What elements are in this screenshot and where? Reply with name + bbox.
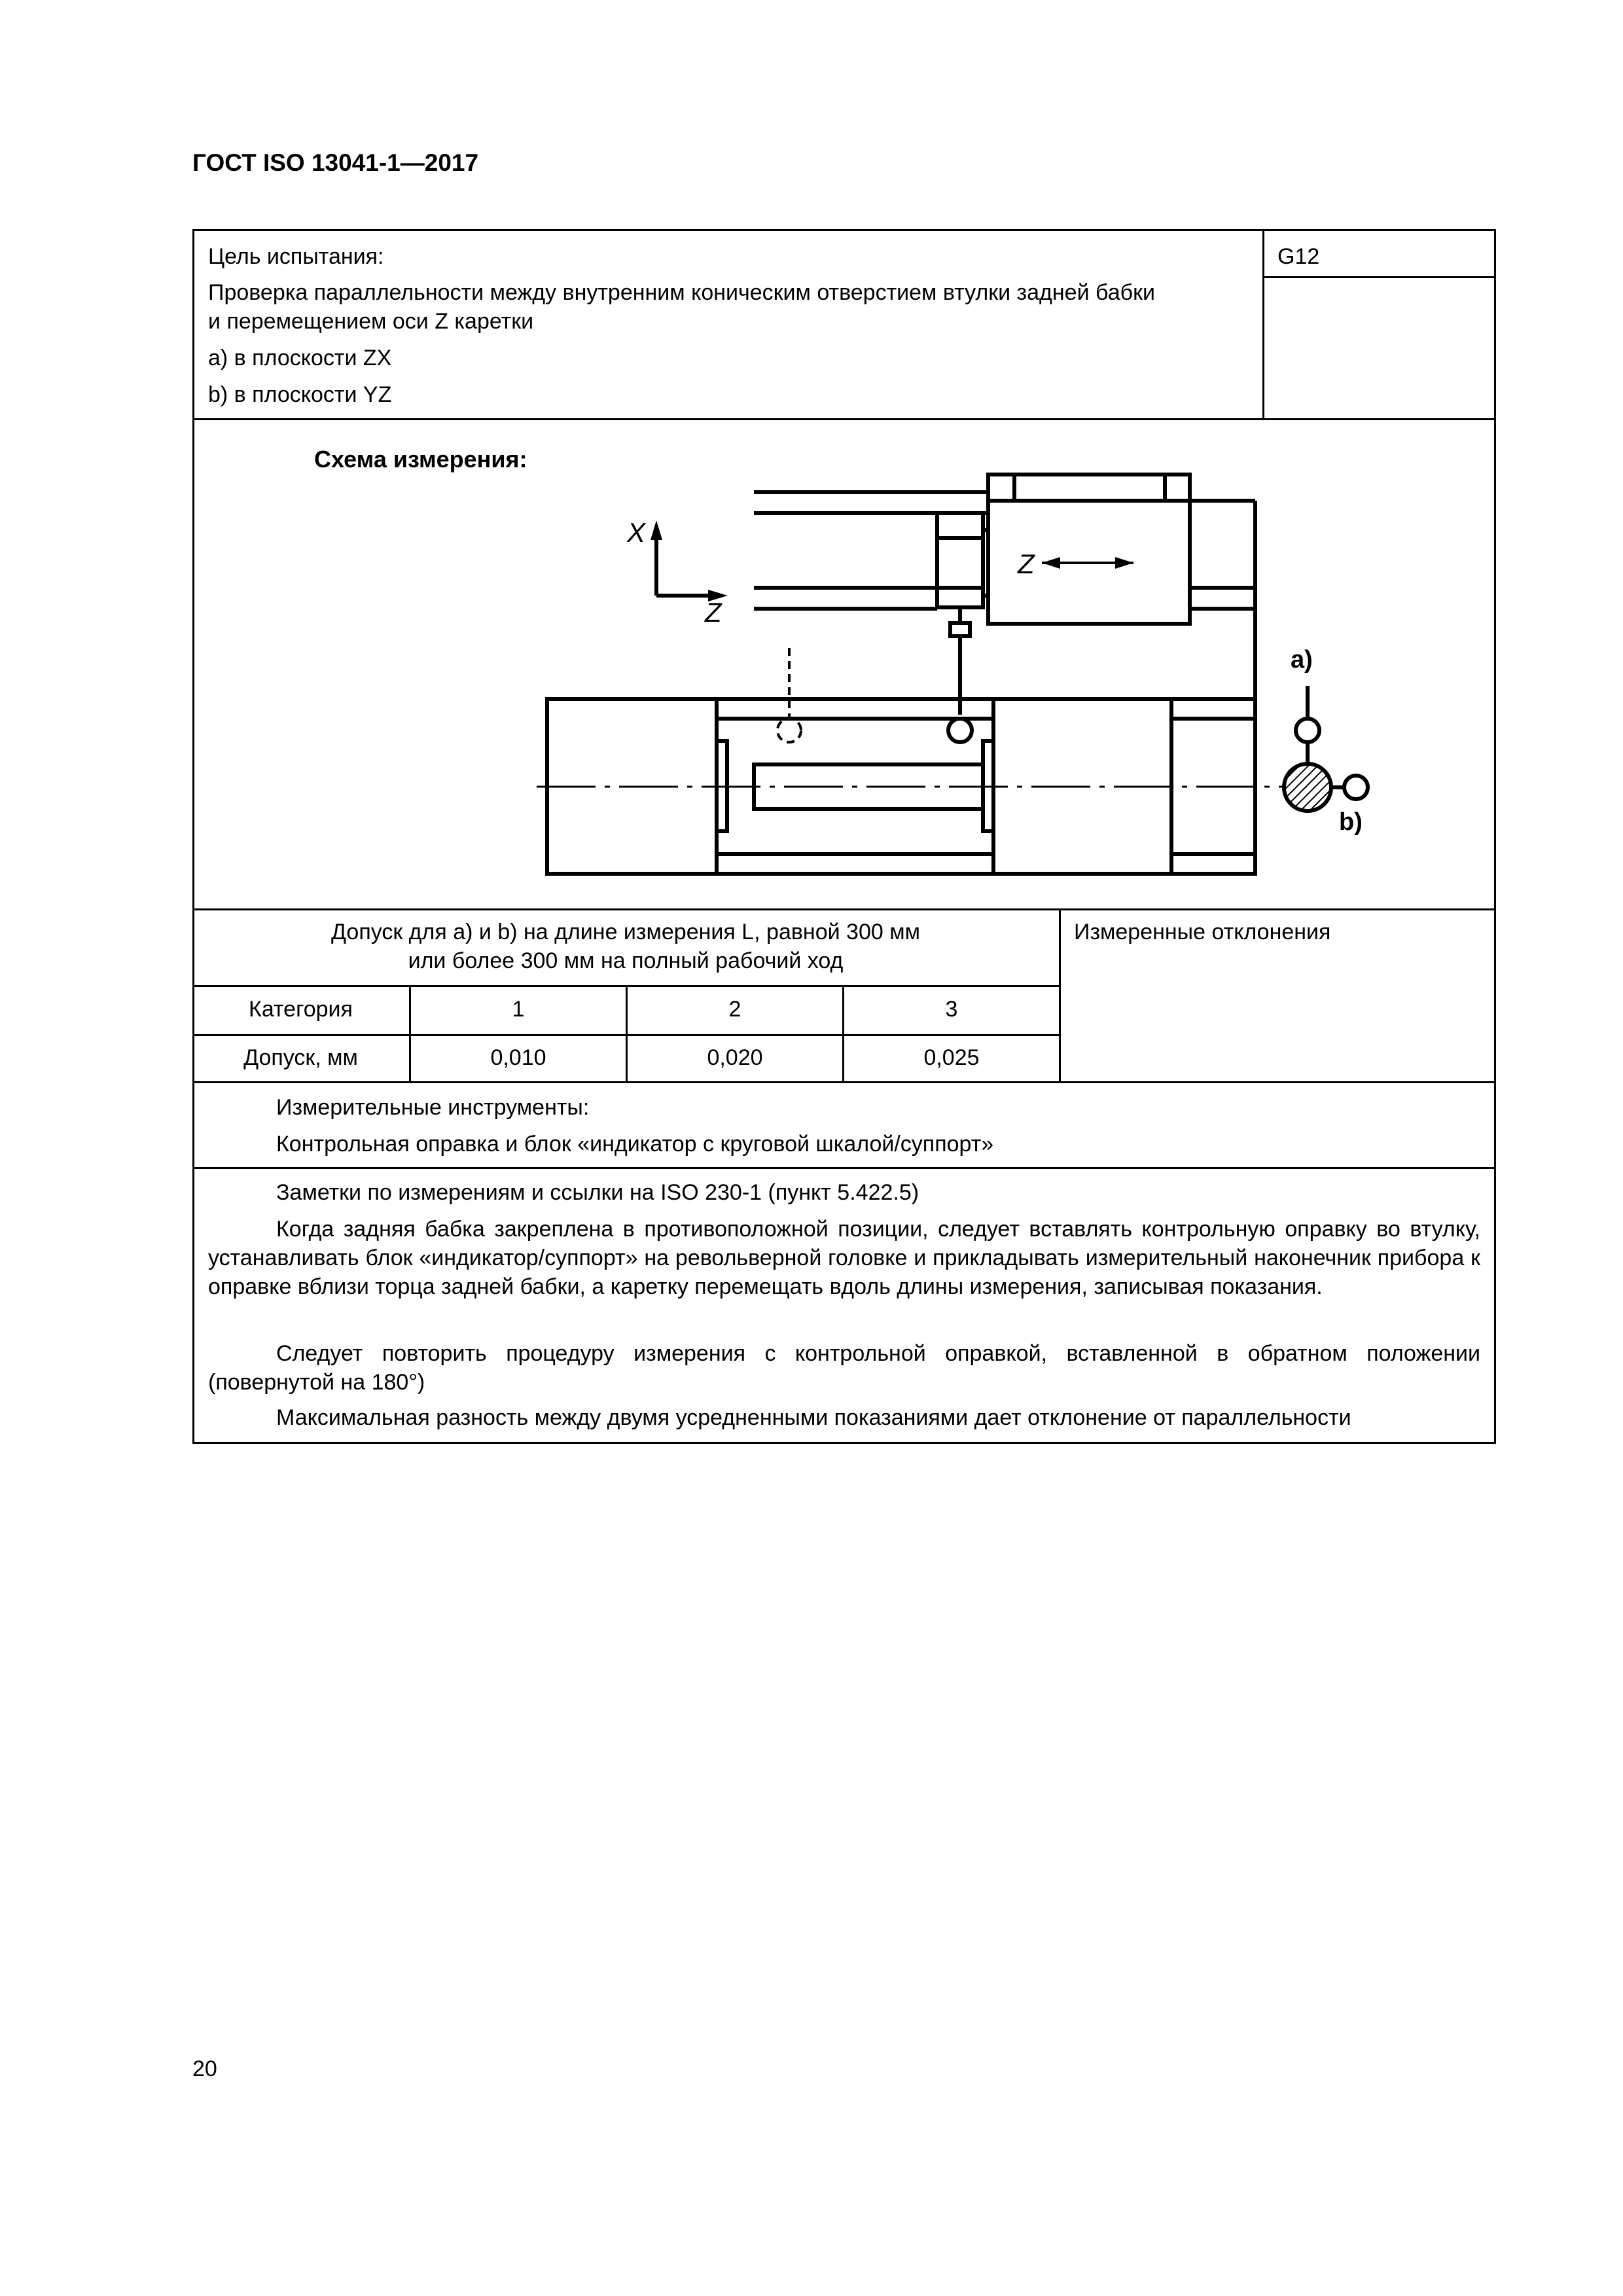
tolerance-title-line1: Допуск для a) и b) на длине измерения L, равной 300 мм xyxy=(331,920,920,944)
tolerance-header-3: 3 xyxy=(945,997,958,1022)
coordinate-axes xyxy=(656,530,717,596)
objective-label: Цель испытания: xyxy=(208,244,384,269)
section-divider-4 xyxy=(192,1167,1496,1169)
tolerance-title-line2: или более 300 мм на полный рабочий ход xyxy=(408,948,844,973)
guide-rails xyxy=(754,492,1255,609)
tolerance-header-1: 1 xyxy=(512,997,525,1022)
axis-x-label: X xyxy=(627,517,646,548)
section-divider-2 xyxy=(192,908,1496,910)
page-number: 20 xyxy=(192,2056,217,2081)
axis-z-label: Z xyxy=(705,597,722,628)
dial-indicator-primary xyxy=(948,719,972,742)
objective-item-a: a) в плоскости ZX xyxy=(208,346,392,370)
tolerance-cell-0: Допуск, мм xyxy=(243,1045,358,1070)
section-divider-3 xyxy=(192,1081,1496,1083)
instruments-value: Контрольная оправка и блок «индикатор с круговой шкалой/суппорт» xyxy=(276,1132,994,1157)
objective-line1: Проверка параллельности между внутренним коническим отверстием втулки задней бабки xyxy=(208,280,1155,305)
notes-paragraph-3: Максимальная разность между двумя усредненными показаниями дает отклонение от параллельности xyxy=(276,1405,1351,1430)
notes-paragraph-1: Когда задняя бабка закреплена в противоположной позиции, следует вставлять контрольную оправку во втулку, устанавливать блок «индикатор/суппорт» на револьверной головке и прикладывать измерительный наконечник прибора к оправке вблизи торца задней бабки, а каретку перемещать вдоль длины измерения, записывая показания. xyxy=(208,1217,1480,1299)
instruments-label: Измерительные инструменты: xyxy=(276,1095,590,1120)
tolerance-cell-1: 0,010 xyxy=(490,1045,546,1070)
objective-line2: и перемещением оси Z каретки xyxy=(208,309,534,334)
tolerance-header-2: 2 xyxy=(728,997,741,1022)
label-a: a) xyxy=(1291,646,1313,673)
carriage-axis-label: Z xyxy=(1018,548,1035,579)
tolerance-divider xyxy=(1059,908,1061,1083)
document-header: ГОСТ ISO 13041-1—2017 xyxy=(192,149,479,176)
objective-item-b: b) в плоскости YZ xyxy=(208,382,392,407)
tolerance-cell-2: 0,020 xyxy=(707,1045,763,1070)
notes-paragraph-2: Следует повторить процедуру измерения с контрольной оправкой, вставленной в обратном положении (повернутой на 180°) xyxy=(208,1341,1480,1395)
test-code: G12 xyxy=(1277,244,1320,269)
turret-indicator-holder xyxy=(937,513,988,715)
tolerance-header-0: Категория xyxy=(249,997,353,1022)
diagram-title: Схема измерения: xyxy=(314,446,527,473)
cross-section-detail xyxy=(1284,686,1368,811)
tolerance-cell-3: 0,025 xyxy=(923,1045,980,1070)
label-b: b) xyxy=(1339,808,1363,836)
measured-deviations-label: Измеренные отклонения xyxy=(1074,920,1331,944)
notes-title: Заметки по измерениям и ссылки на ISO 230-1 (пункт 5.422.5) xyxy=(276,1180,919,1205)
